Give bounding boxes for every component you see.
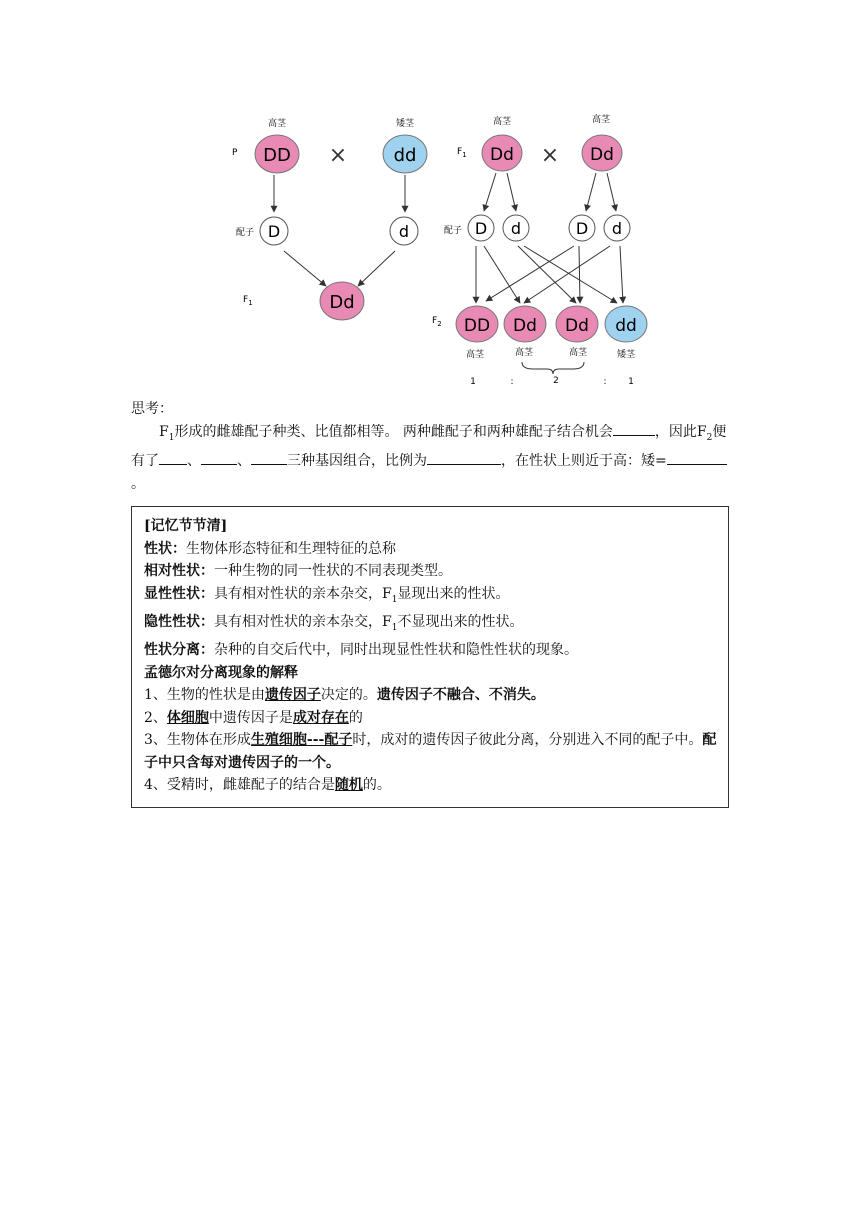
blank-4[interactable] <box>251 450 287 465</box>
f2-offspring-DD-text: DD <box>463 316 491 336</box>
f2-offspring-Dd-1 <box>504 306 546 342</box>
f1-gamete-2 <box>503 215 529 241</box>
f2-offspring-DD <box>456 306 498 342</box>
cross-symbol-right: × <box>540 143 560 168</box>
gamete-D-text: D <box>267 222 281 241</box>
ratio-1: 1 <box>470 377 476 387</box>
definition-trait: 性状：生物体形态特征和生理特征的总称 <box>144 540 396 557</box>
ratio-colon-2: : <box>603 377 607 387</box>
mendel-point-3: 3、生物体在形成生殖细胞---配子时，成对的遗传因子彼此分离，分别进入不同的配子中。配子中只含每对遗传因子的一个。 <box>144 732 717 771</box>
tall-stem-label: 高茎 <box>267 119 287 129</box>
memory-title: [记忆节节清] <box>144 518 228 534</box>
blank-1[interactable] <box>613 421 655 436</box>
f1-parent-Dd-circle-1 <box>482 135 522 171</box>
f1-gamete-2-text: d <box>510 219 522 238</box>
f2-generation-label: $F_2$ <box>432 316 442 328</box>
blank-6[interactable] <box>667 450 727 465</box>
think-question: $F_1$形成的雌雄配子种类、比值都相等。 两种雌配子和两种雄配子结合机会 ，因此$F_2$便有了 、 、 三种基因组合，比例为 ，在性状上则近于高：矮=。 <box>131 421 731 496</box>
parent-dd-text: dd <box>393 145 417 166</box>
blank-3[interactable] <box>201 450 237 465</box>
think-title: 思考： <box>131 401 173 417</box>
f1-parent-Dd-circle-2 <box>582 135 622 171</box>
f1-gamete-3 <box>569 215 595 241</box>
definition-recessive-trait: 隐性性状：具有相对性状的亲本杂交，$F_1$不显现出来的性状。 <box>144 613 524 633</box>
think-section <box>131 398 731 496</box>
definition-relative-trait: 相对性状：一种生物的同一性状的不同表现类型。 <box>144 563 452 579</box>
phenotype-label-3: 高茎 <box>568 348 588 358</box>
tall-stem-label-1: 高茎 <box>492 117 512 127</box>
definition-dominant-trait: 显性性状：具有相对性状的亲本杂交，$F_1$显现出来的性状。 <box>144 585 510 605</box>
phenotype-label-4: 矮茎 <box>616 350 636 360</box>
f2-offspring-dd <box>605 306 647 342</box>
gamete-label-right: 配子 <box>444 226 463 236</box>
mendel-heading: 孟德尔对分离现象的解释 <box>144 664 298 681</box>
offspring-Dd-circle <box>320 282 364 320</box>
ratio-3: 1 <box>628 377 634 387</box>
short-stem-label: 矮茎 <box>395 119 415 129</box>
parent-dd-circle <box>383 135 427 173</box>
f1-parent-Dd-text-2: Dd <box>590 145 614 165</box>
ratio-colon-1: : <box>510 377 514 387</box>
f1-parent-Dd-text-1: Dd <box>490 145 514 165</box>
gamete-label: 配子 <box>236 228 255 238</box>
gamete-d-circle <box>390 217 418 245</box>
ratio-2: 2 <box>553 376 559 386</box>
f1-gamete-1 <box>468 215 494 241</box>
blank-5[interactable] <box>427 450 501 465</box>
mendel-point-1: 1、生物的性状是由遗传因子决定的。遗传因子不融合、不消失。 <box>144 687 545 704</box>
memory-box <box>131 506 729 808</box>
parent-DD-circle <box>255 135 299 173</box>
f2-offspring-Dd-2 <box>556 306 598 342</box>
gamete-D-circle <box>260 217 288 245</box>
definition-segregation: 性状分离：杂种的自交后代中，同时出现显性性状和隐性性状的现象。 <box>144 642 578 659</box>
f2-offspring-Dd-2-text: Dd <box>565 316 589 336</box>
cross-symbol: × <box>328 143 348 168</box>
blank-2[interactable] <box>159 450 187 465</box>
phenotype-label-1: 高茎 <box>465 350 485 360</box>
f1-generation-label: $F_1$ <box>243 295 253 307</box>
ratio-brace <box>522 362 584 374</box>
gamete-d-text: d <box>398 222 410 241</box>
p-generation-label: P <box>232 148 238 158</box>
genetic-cross-diagram <box>0 0 860 400</box>
f1-gamete-3-text: D <box>575 219 589 238</box>
f2-offspring-Dd-1-text: Dd <box>513 316 537 336</box>
offspring-Dd-text: Dd <box>329 292 355 313</box>
tall-stem-label-2: 高茎 <box>591 115 611 125</box>
f1-gamete-4 <box>604 215 630 241</box>
f1-gamete-1-text: D <box>474 219 488 238</box>
f1-parents-label: $F_1$ <box>457 147 467 159</box>
f1-gamete-4-text: d <box>611 219 623 238</box>
f2-offspring-dd-text: dd <box>615 316 637 336</box>
mendel-point-2: 2、体细胞中遗传因子是成对存在的 <box>144 709 363 726</box>
parent-DD-text: DD <box>263 145 291 166</box>
mendel-point-4: 4、受精时，雌雄配子的结合是随机的。 <box>144 777 391 794</box>
phenotype-label-2: 高茎 <box>514 348 534 358</box>
